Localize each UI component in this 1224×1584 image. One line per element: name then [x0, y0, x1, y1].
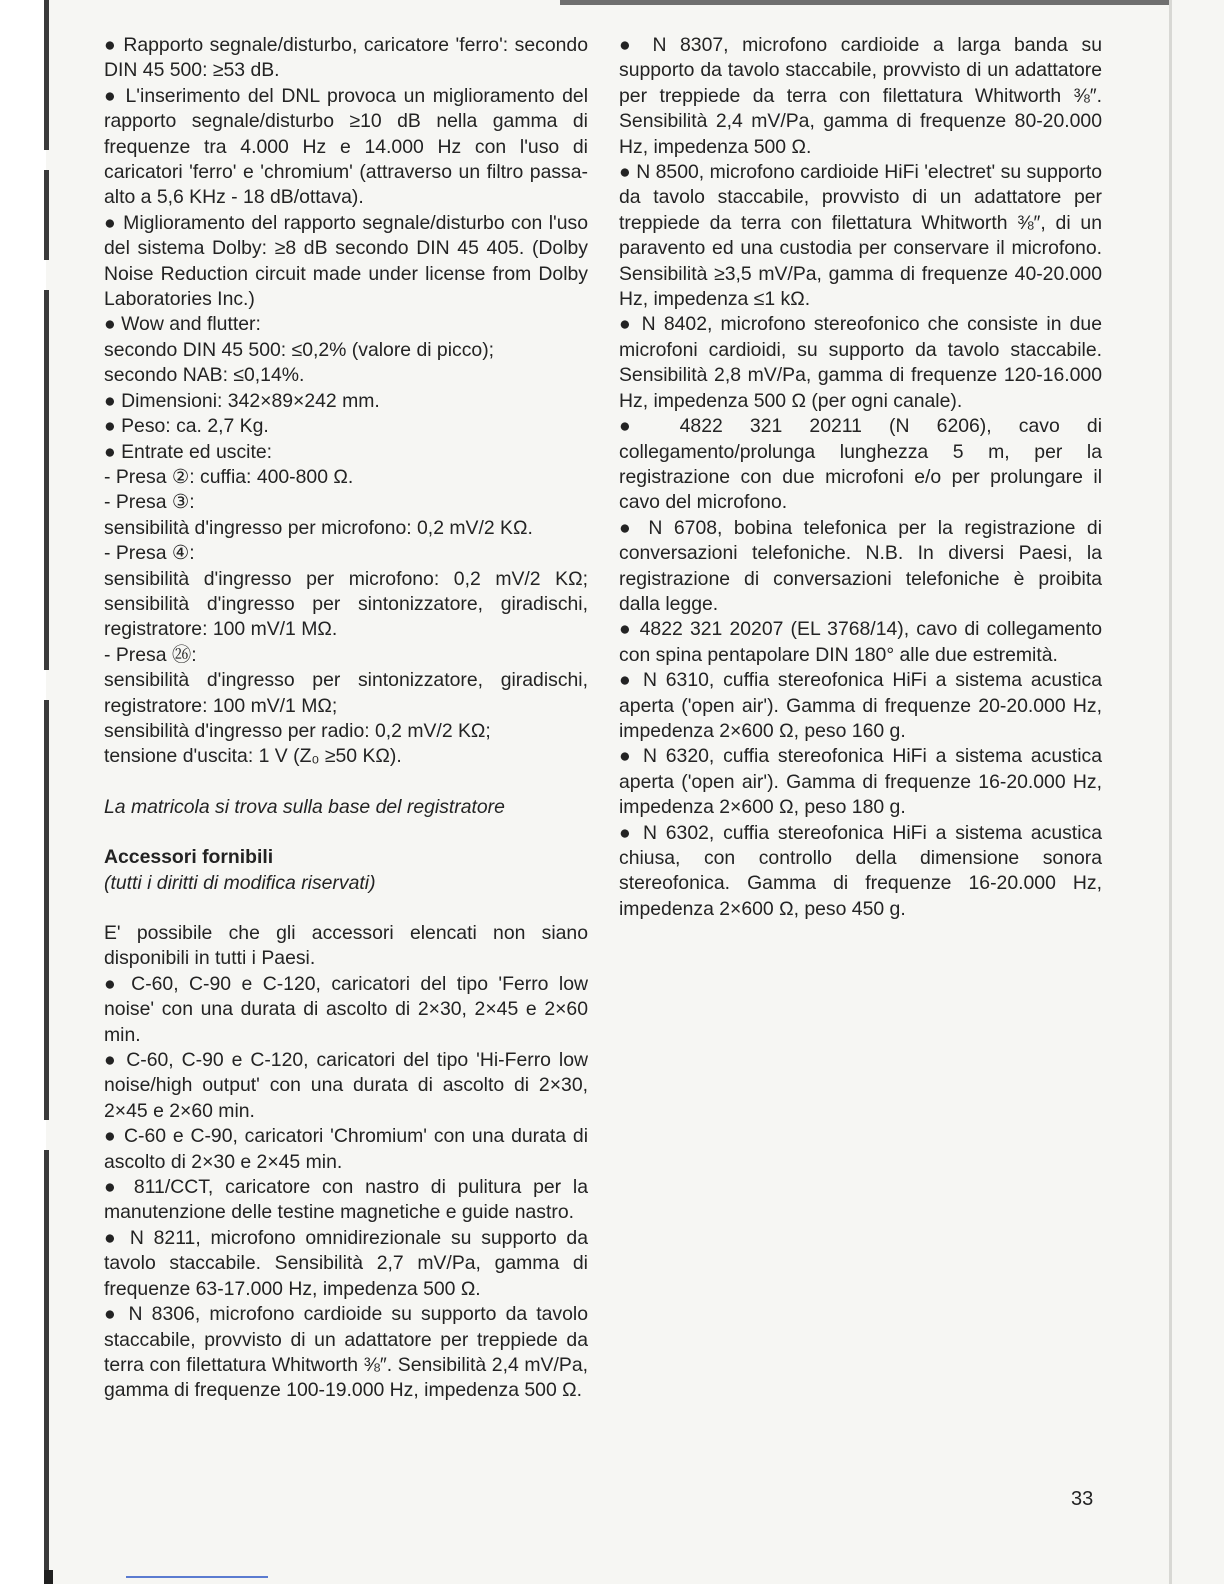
- spec-item: ● Peso: ca. 2,7 Kg.: [104, 415, 269, 438]
- spec-item: tensione d'uscita: 1 V (Z₀ ≥50 KΩ).: [104, 745, 402, 768]
- scan-edge-mark: [44, 170, 49, 260]
- accessory-item: ● N 6302, cuffia stereofonica HiFi a sistema acustica chiusa, con controllo della dimensione sonora stereofonica. Gamma di frequenze 16-20.000 Hz, impedenza 2×600 Ω, peso 450 g.: [619, 821, 1102, 920]
- accessory-item: ● C-60 e C-90, caricatori 'Chromium' con una durata di ascolto di 2×30 e 2×45 min.: [104, 1125, 588, 1173]
- spec-item: sensibilità d'ingresso per sintonizzatore, giradischi, registratore: 100 mV/1 MΩ;: [104, 669, 588, 717]
- spec-item: ● Entrate ed uscite:: [104, 440, 273, 463]
- scan-edge-mark: [44, 700, 49, 1120]
- accessories-heading: Accessori fornibili: [104, 846, 274, 869]
- scan-edge-mark: [44, 290, 49, 670]
- spec-item: secondo DIN 45 500: ≤0,2% (valore di picco);: [104, 338, 495, 361]
- spec-item: ● Rapporto segnale/disturbo, caricatore 'ferro': secondo DIN 45 500: ≥53 dB.: [104, 34, 588, 82]
- scan-bottom-line: [126, 1576, 268, 1578]
- accessory-item: ● N 8307, microfono cardioide a larga banda su supporto da tavolo staccabile, provvisto di un adattatore per treppiede da terra con filettatura Whitworth ⅜″. Sensibilità 2,4 mV/Pa, gamma di frequenze 80-20.000 Hz, impedenza 500 Ω.: [619, 34, 1102, 158]
- serial-note: La matricola si trova sulla base del registratore: [104, 795, 505, 818]
- scan-edge-mark: [44, 0, 49, 150]
- spec-item: ● L'inserimento del DNL provoca un miglioramento del rapporto segnale/disturbo ≥10 dB nella gamma di frequenze tra 4.000 Hz e 14.000 Hz con l'uso di caricatori 'ferro' e 'chromium' (attraverso un filtro passa-alto a 5,6 KHz - 18 dB/ottava).: [104, 84, 588, 209]
- spec-item: sensibilità d'ingresso per microfono: 0,2 mV/2 KΩ; sensibilità d'ingresso per sintonizzatore, giradischi, registratore: 100 mV/1 MΩ.: [104, 567, 588, 641]
- spec-item: - Presa ㉖:: [104, 643, 197, 666]
- right-column: [619, 33, 1102, 922]
- accessory-item: ● N 8500, microfono cardioide HiFi 'electret' su supporto da tavolo staccabile, provvisto di un adattatore per treppiede da terra con filettatura Whitworth ⅜″, di un paravento ed una custodia per conservare il microfono. Sensibilità ≥3,5 mV/Pa, gamma di frequenze 40-20.000 Hz, impedenza ≤1 kΩ.: [619, 161, 1102, 311]
- scan-corner-mark: [44, 1570, 53, 1584]
- scan-left-margin: [0, 0, 46, 1584]
- spec-item: ● Dimensioni: 342×89×242 mm.: [104, 389, 380, 412]
- spacer: [104, 896, 588, 921]
- page-number: 33: [1071, 1488, 1094, 1510]
- scan-top-edge: [560, 0, 1172, 5]
- spacer: [104, 770, 588, 795]
- left-column: [104, 33, 588, 1404]
- spec-item: ● Wow and flutter:: [104, 313, 261, 336]
- spec-item: - Presa ④:: [104, 542, 195, 565]
- scan-edge-mark: [44, 1150, 49, 1580]
- accessory-item: ● N 6310, cuffia stereofonica HiFi a sistema acustica aperta ('open air'). Gamma di frequenze 20-20.000 Hz, impedenza 2×600 Ω, peso 160 g.: [619, 669, 1102, 742]
- spec-item: sensibilità d'ingresso per radio: 0,2 mV/2 KΩ;: [104, 719, 491, 742]
- accessory-item: ● 811/CCT, caricatore con nastro di pulitura per la manutenzione delle testine magnetiche e guide nastro.: [104, 1176, 588, 1224]
- accessory-item: ● 4822 321 20207 (EL 3768/14), cavo di collegamento con spina pentapolare DIN 180° alle due estremità.: [619, 618, 1102, 666]
- availability-note: E' possibile che gli accessori elencati non siano disponibili in tutti i Paesi.: [104, 922, 588, 970]
- scan-right-edge: [1169, 0, 1172, 1584]
- accessory-item: ● N 8402, microfono stereofonico che consiste in due microfoni cardioidi, su supporto da tavolo staccabile. Sensibilità 2,8 mV/Pa, gamma di frequenze 120-16.000 Hz, impedenza 500 Ω (per ogni canale).: [619, 313, 1102, 412]
- accessory-item: ● N 8306, microfono cardioide su supporto da tavolo staccabile, provvisto di un adattatore per treppiede da terra con filettatura Whitworth ⅜″. Sensibilità 2,4 mV/Pa, gamma di frequenze 100-19.000 Hz, impedenza 500 Ω.: [104, 1303, 588, 1402]
- spec-item: sensibilità d'ingresso per microfono: 0,2 mV/2 KΩ.: [104, 516, 533, 539]
- spec-item: - Presa ②: cuffia: 400-800 Ω.: [104, 465, 354, 488]
- accessory-item: ● N 8211, microfono omnidirezionale su supporto da tavolo staccabile. Sensibilità 2,7 mV/Pa, gamma di frequenze 63-17.000 Hz, impedenza 500 Ω.: [104, 1226, 588, 1300]
- accessory-item: ● C-60, C-90 e C-120, caricatori del tipo 'Hi-Ferro low noise/high output' con una durata di ascolto di 2×30, 2×45 e 2×60 min.: [104, 1049, 588, 1122]
- spec-item: - Presa ③:: [104, 491, 195, 514]
- accessory-item: ● N 6708, bobina telefonica per la registrazione di conversazioni telefoniche. N.B. In diversi Paesi, la registrazione di conversazioni telefoniche è proibita dalla legge.: [619, 516, 1102, 615]
- accessory-item: ● N 6320, cuffia stereofonica HiFi a sistema acustica aperta ('open air'). Gamma di frequenze 16-20.000 Hz, impedenza 2×600 Ω, peso 180 g.: [619, 745, 1102, 819]
- accessory-item: ● 4822 321 20211 (N 6206), cavo di collegamento/prolunga lunghezza 5 m, per la registrazione con due microfoni e/o per prolungare il cavo del microfono.: [619, 415, 1102, 514]
- spacer: [104, 820, 588, 845]
- spec-item: ● Miglioramento del rapporto segnale/disturbo con l'uso del sistema Dolby: ≥8 dB secondo DIN 45 405. (Dolby Noise Reduction circuit made under license from Dolby Laboratories Inc.): [104, 211, 588, 311]
- spec-item: secondo NAB: ≤0,14%.: [104, 364, 305, 387]
- accessories-subheading: (tutti i diritti di modifica riservati): [104, 871, 376, 894]
- accessory-item: ● C-60, C-90 e C-120, caricatori del tipo 'Ferro low noise' con una durata di ascolto di 2×30, 2×45 e 2×60 min.: [104, 972, 588, 1046]
